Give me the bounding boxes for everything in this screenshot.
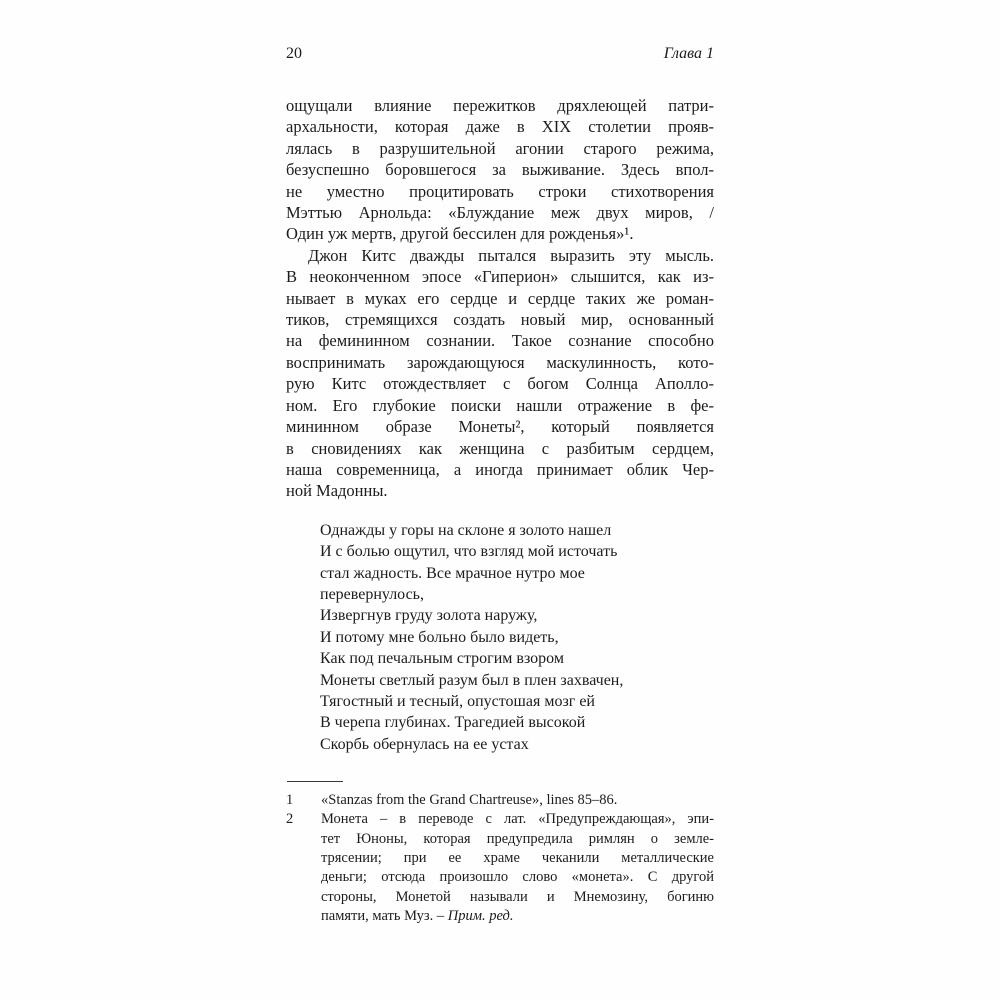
body-line: ной Мадонны.: [286, 481, 388, 501]
body-line: нывает в муках его сердце и сердце таких же роман-: [286, 288, 714, 308]
footnote-line: тет Юноны, которая предупредила римлян о земле-: [321, 830, 714, 847]
text-segment: памяти, мать Муз. –: [321, 907, 448, 924]
poem-line: Как под печальным строгим взором: [320, 650, 564, 668]
body-line: В неоконченном эпосе «Гиперион» слышится, как из-: [286, 267, 714, 287]
footnote-text: [321, 810, 714, 926]
body-paragraphs: [286, 95, 714, 502]
footnote: [286, 791, 714, 810]
paragraph: [286, 95, 714, 245]
footnote-separator: [287, 781, 343, 782]
page-header: [286, 44, 714, 64]
body-line: Один уж мертв, другой бессилен для рожденья»¹.: [286, 224, 634, 244]
body-line: воспринимать зарождающуюся маскулинность, кото-: [286, 352, 714, 372]
body-line: на фемининном сознании. Такое сознание способно: [286, 331, 714, 351]
body-line: архальности, которая даже в XIX столетии прояв-: [286, 117, 714, 137]
body-line: Джон Китс дважды пытался выразить эту мысль.: [308, 245, 714, 265]
chapter-title: Глава 1: [663, 45, 714, 62]
poem-line: Однажды у горы на склоне я золото нашел: [320, 521, 612, 539]
body-line: мининном образе Монеты², который появляется: [286, 417, 714, 437]
footnote-marker: 2: [286, 811, 294, 828]
poem-line: Скорбь обернулась на ее устах: [320, 735, 529, 753]
footnote: [286, 810, 714, 926]
poem-line: Тягостный и тесный, опустошая мозг ей: [320, 692, 595, 710]
body-line: тиков, стремящихся создать новый мир, основанный: [286, 310, 714, 330]
footnote-line: деньги; отсюда произошло слово «монета». С другой: [321, 869, 714, 886]
paragraph: [286, 245, 714, 502]
poem-line: И потому мне больно было видеть,: [320, 628, 559, 646]
footnote-line: Монета – в переводе с лат. «Предупреждающая», эпи-: [321, 811, 714, 828]
body-line: безуспешно боровшегося за выживание. Здесь впол-: [286, 160, 714, 180]
body-line: рую Китс отождествляет с богом Солнца Аполло-: [286, 374, 714, 394]
poem-line: перевернулось,: [320, 585, 424, 603]
footnote-text: [321, 791, 714, 810]
footnote-line: «Stanzas from the Grand Chartreuse», lines 85–86.: [321, 792, 618, 809]
footnote-marker: 1: [286, 792, 294, 809]
body-line: лялась в разрушительной агонии старого режима,: [286, 138, 714, 158]
footnote-line: трясении; при ее храме чеканили металлические: [321, 850, 714, 867]
body-line: ном. Его глубокие поиски нашли отражение в фе-: [286, 395, 714, 415]
poem-line: В черепа глубинах. Трагедией высокой: [320, 714, 586, 732]
poem-line: Извергнув груду золота наружу,: [320, 607, 538, 625]
text-column: [286, 44, 714, 926]
body-line: ощущали влияние пережитков дряхлеющей патри-: [286, 96, 714, 115]
poem-line: И с болью ощутил, что взгляд мой источать: [320, 543, 618, 561]
footnotes: [286, 791, 714, 926]
editorial-note: Прим. ред.: [447, 907, 514, 924]
body-line: наша современница, а иногда принимает облик Чер-: [286, 459, 714, 479]
poem-line: Монеты светлый разум был в плен захвачен,: [320, 671, 624, 689]
page-number: 20: [286, 45, 302, 62]
body-line: не уместно процитировать строки стихотворения: [286, 181, 714, 201]
poem-line: стал жадность. Все мрачное нутро мое: [320, 564, 585, 582]
footnote-line: стороны, Монетой называли и Мнемозину, богиню: [321, 888, 714, 905]
body-line: Мэттью Арнольда: «Блуждание меж двух миров, /: [286, 203, 714, 223]
body-line: в сновидениях как женщина с разбитым сердцем,: [286, 438, 714, 458]
footnote-line: [321, 907, 714, 926]
poem: [320, 520, 714, 755]
